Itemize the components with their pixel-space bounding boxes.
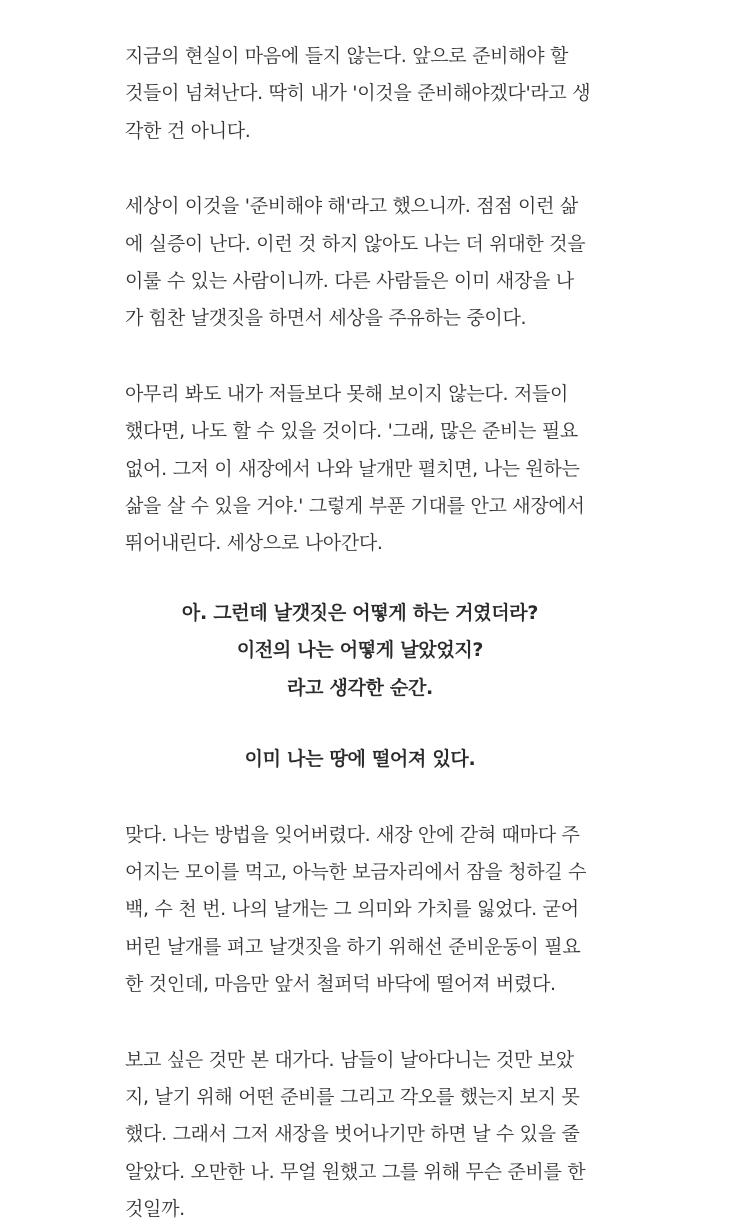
text-line: 버린 날개를 펴고 날갯짓을 하기 위해선 준비운동이 필요 bbox=[125, 935, 581, 958]
text-line: 것들이 넘쳐난다. 딱히 내가 '이것을 준비해야겠다'라고 생 bbox=[125, 82, 591, 105]
text-line: 지금의 현실이 마음에 들지 않는다. 앞으로 준비해야 할 bbox=[125, 45, 569, 67]
text-line: 지, 날기 위해 어떤 준비를 그리고 각오를 했는지 보지 못 bbox=[125, 1085, 580, 1108]
emphasis-line: 이전의 나는 어떻게 날았었지? bbox=[236, 639, 484, 662]
text-line: 세상이 이것을 '준비해야 해'라고 했으니까. 점점 이런 삶 bbox=[125, 195, 578, 218]
text-line: 보고 싶은 것만 본 대가다. 남들이 날아다니는 것만 보았 bbox=[125, 1048, 574, 1071]
paragraph bbox=[125, 817, 595, 1004]
text-line: 어지는 모이를 먹고, 아늑한 보금자리에서 잠을 청하길 수 bbox=[125, 860, 587, 883]
emphasis-block bbox=[0, 595, 725, 707]
paragraph bbox=[125, 376, 595, 563]
emphasis-line: 라고 생각한 순간. bbox=[287, 676, 433, 699]
text-line: 삶을 살 수 있을 거야.' 그렇게 부푼 기대를 안고 새장에서 bbox=[125, 495, 585, 518]
emphasis-line: 이미 나는 땅에 떨어져 있다. bbox=[244, 748, 476, 771]
text-line: 에 실증이 난다. 이런 것 하지 않아도 나는 더 위대한 것을 bbox=[125, 232, 586, 255]
text-line: 없어. 그저 이 새장에서 나와 날개만 펼치면, 나는 원하는 bbox=[125, 457, 580, 480]
text-line: 이룰 수 있는 사람이니까. 다른 사람들은 이미 새장을 나 bbox=[125, 270, 574, 293]
text-line: 맞다. 나는 방법을 잊어버렸다. 새장 안에 갇혀 때마다 주 bbox=[125, 823, 580, 846]
paragraph bbox=[125, 38, 595, 150]
text-line: 알았다. 오만한 나. 무얼 원했고 그를 위해 무슨 준비를 한 bbox=[125, 1160, 586, 1183]
text-line: 각한 건 아니다. bbox=[125, 119, 251, 142]
text-line: 백, 수 천 번. 나의 날개는 그 의미와 가치를 잃었다. 굳어 bbox=[125, 898, 579, 921]
emphasis-line: 아. 그런데 날갯짓은 어떻게 하는 거였더라? bbox=[181, 601, 539, 624]
text-line: 한 것인데, 마음만 앞서 철퍼덕 바닥에 떨어져 버렸다. bbox=[125, 973, 556, 996]
text-line: 것일까. bbox=[125, 1198, 185, 1221]
text-line: 했다. 그래서 그저 새장을 벗어나기만 하면 날 수 있을 줄 bbox=[125, 1123, 580, 1146]
text-line: 했다면, 나도 할 수 있을 것이다. '그래, 많은 준비는 필요 bbox=[125, 420, 578, 443]
text-line: 가 힘찬 날갯짓을 하면서 세상을 주유하는 중이다. bbox=[125, 307, 527, 330]
text-line: 뛰어내린다. 세상으로 나아간다. bbox=[125, 532, 383, 555]
emphasis-block bbox=[0, 741, 725, 778]
paragraph bbox=[125, 1042, 595, 1229]
text-line: 아무리 봐도 내가 저들보다 못해 보이지 않는다. 저들이 bbox=[125, 382, 569, 405]
paragraph bbox=[125, 188, 595, 338]
